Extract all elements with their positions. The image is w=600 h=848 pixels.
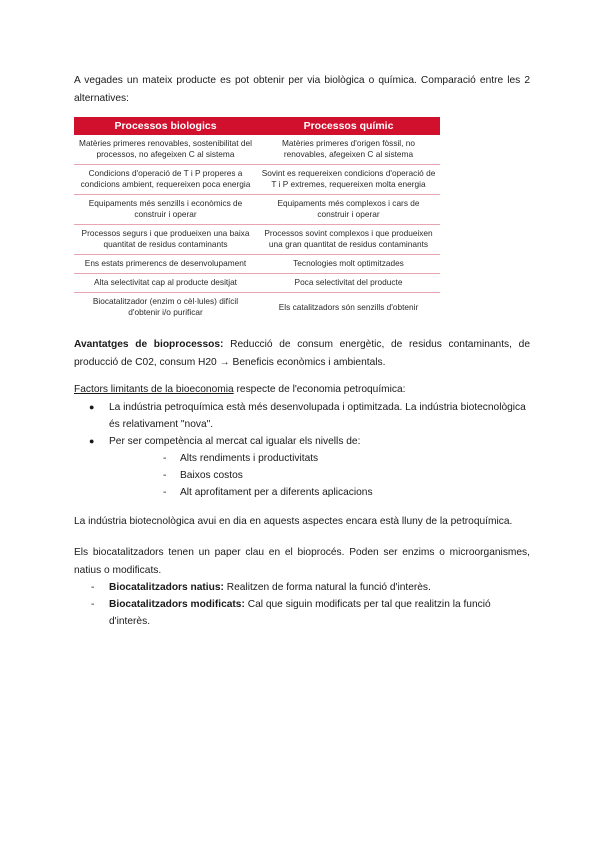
list-item — [74, 579, 530, 596]
table-row — [74, 135, 440, 165]
comparison-table — [74, 117, 440, 322]
dash-icon: - — [163, 469, 167, 481]
table-cell-chem: Equipaments més complexos i cars de construir i operar — [257, 195, 440, 225]
factors-list — [74, 399, 530, 501]
table-cell-bio: Ens estats primerencs de desenvolupament — [74, 255, 257, 274]
sub-list-item-text: Baixos costos — [180, 469, 243, 481]
table-row — [74, 195, 440, 225]
advantages-text: Reducció de consum energètic, de residus contaminants, de producció de C02, consum H20 → Beneficis econòmics i ambientals. — [74, 339, 530, 368]
header-chemical: Processos químic — [257, 117, 440, 135]
bullet-icon: ● — [89, 435, 95, 446]
table-row — [74, 165, 440, 195]
dash-icon: - — [91, 599, 95, 610]
table-cell-bio: Condicions d'operació de T i P properes a condicions ambient, requereixen poca energia — [74, 165, 257, 195]
biocat-modified-text: Cal que siguin modificats per tal que realitzin la funció d'interès. — [109, 599, 491, 627]
factors-heading-text: respecte de l'economia petroquímica: — [233, 384, 406, 395]
list-item — [74, 596, 530, 630]
intro-paragraph: A vegades un mateix producte es pot obtenir per via biològica o química. Comparació entre les 2 alternatives: — [74, 75, 530, 104]
sub-list-item — [109, 450, 530, 467]
table-cell-bio: Processos segurs i que produeixen una baixa quantitat de residus contaminants — [74, 225, 257, 255]
biocat-modified-label: Biocatalitzadors modificats: — [109, 599, 245, 610]
sub-list — [109, 450, 530, 501]
biocat-native-text: Realitzen de forma natural la funció d'interès. — [223, 582, 431, 593]
bullet-icon: ● — [89, 401, 95, 412]
table-header-row — [74, 117, 440, 135]
table-cell-bio: Biocatalitzador (enzim o cèl·lules) difícil d'obtenir i/o purificar — [92, 296, 239, 317]
dash-icon: - — [163, 486, 167, 498]
table-row — [74, 255, 440, 274]
table-row — [74, 293, 440, 323]
list-item — [74, 399, 530, 433]
table-row — [74, 225, 440, 255]
dash-icon: - — [91, 582, 95, 593]
header-biological: Processos biologics — [74, 117, 257, 135]
sub-list-item — [109, 467, 530, 484]
table-cell-chem: Els catalitzadors són senzills d'obtenir — [278, 301, 419, 312]
list-item — [74, 433, 530, 501]
table-cell-bio: Alta selectivitat cap al producte desitjat — [74, 274, 257, 293]
advantages-paragraph — [74, 336, 530, 371]
sub-list-item-text: Alts rendiments i productivitats — [180, 452, 319, 464]
table-cell-bio: Matèries primeres renovables, sostenibilitat del processos, no afegeixen C al sistema — [74, 135, 257, 165]
table-cell-chem: Tecnologies molt optimitzades — [257, 255, 440, 274]
document-page — [74, 72, 530, 630]
list-item-text: La indústria petroquímica està més desenvolupada i optimitzada. La indústria biotecnològica és relativament "nova". — [109, 401, 526, 430]
conclusion-paragraph: La indústria biotecnològica avui en dia en aquests aspectes encara està lluny de la petroquímica. — [74, 515, 513, 527]
sub-list-item-text: Alt aprofitament per a diferents aplicacions — [180, 486, 373, 498]
advantages-label: Avantatges de bioprocessos: — [74, 339, 224, 350]
table-cell-bio: Equipaments més senzills i econòmics de construir i operar — [74, 195, 257, 225]
biocat-native-label: Biocatalitzadors natius: — [109, 582, 224, 593]
table-cell-chem: Poca selectivitat del producte — [257, 274, 440, 293]
factors-underlined-term: Factors limitants de la bioeconomia — [74, 384, 234, 395]
sub-list-item — [109, 484, 530, 501]
table-cell-chem: Processos sovint complexos i que produeixen una gran quantitat de residus contaminants — [257, 225, 440, 255]
table-row — [74, 274, 440, 293]
biocatalysts-list — [74, 579, 530, 630]
factors-heading — [74, 381, 530, 399]
list-item-text: Per ser competència al mercat cal igualar els nivells de: — [109, 435, 361, 447]
table-cell-chem: Sovint es requereixen condicions d'operació de T i P extremes, requereixen molta energia — [257, 165, 440, 195]
dash-icon: - — [163, 452, 167, 464]
table-cell-chem: Matèries primeres d'origen fòssil, no renovables, afegeixen C al sistema — [257, 135, 440, 165]
biocatalysts-intro: Els biocatalitzadors tenen un paper clau en el bioprocés. Poden ser enzims o microorganismes, natius o modificats. — [74, 547, 530, 576]
